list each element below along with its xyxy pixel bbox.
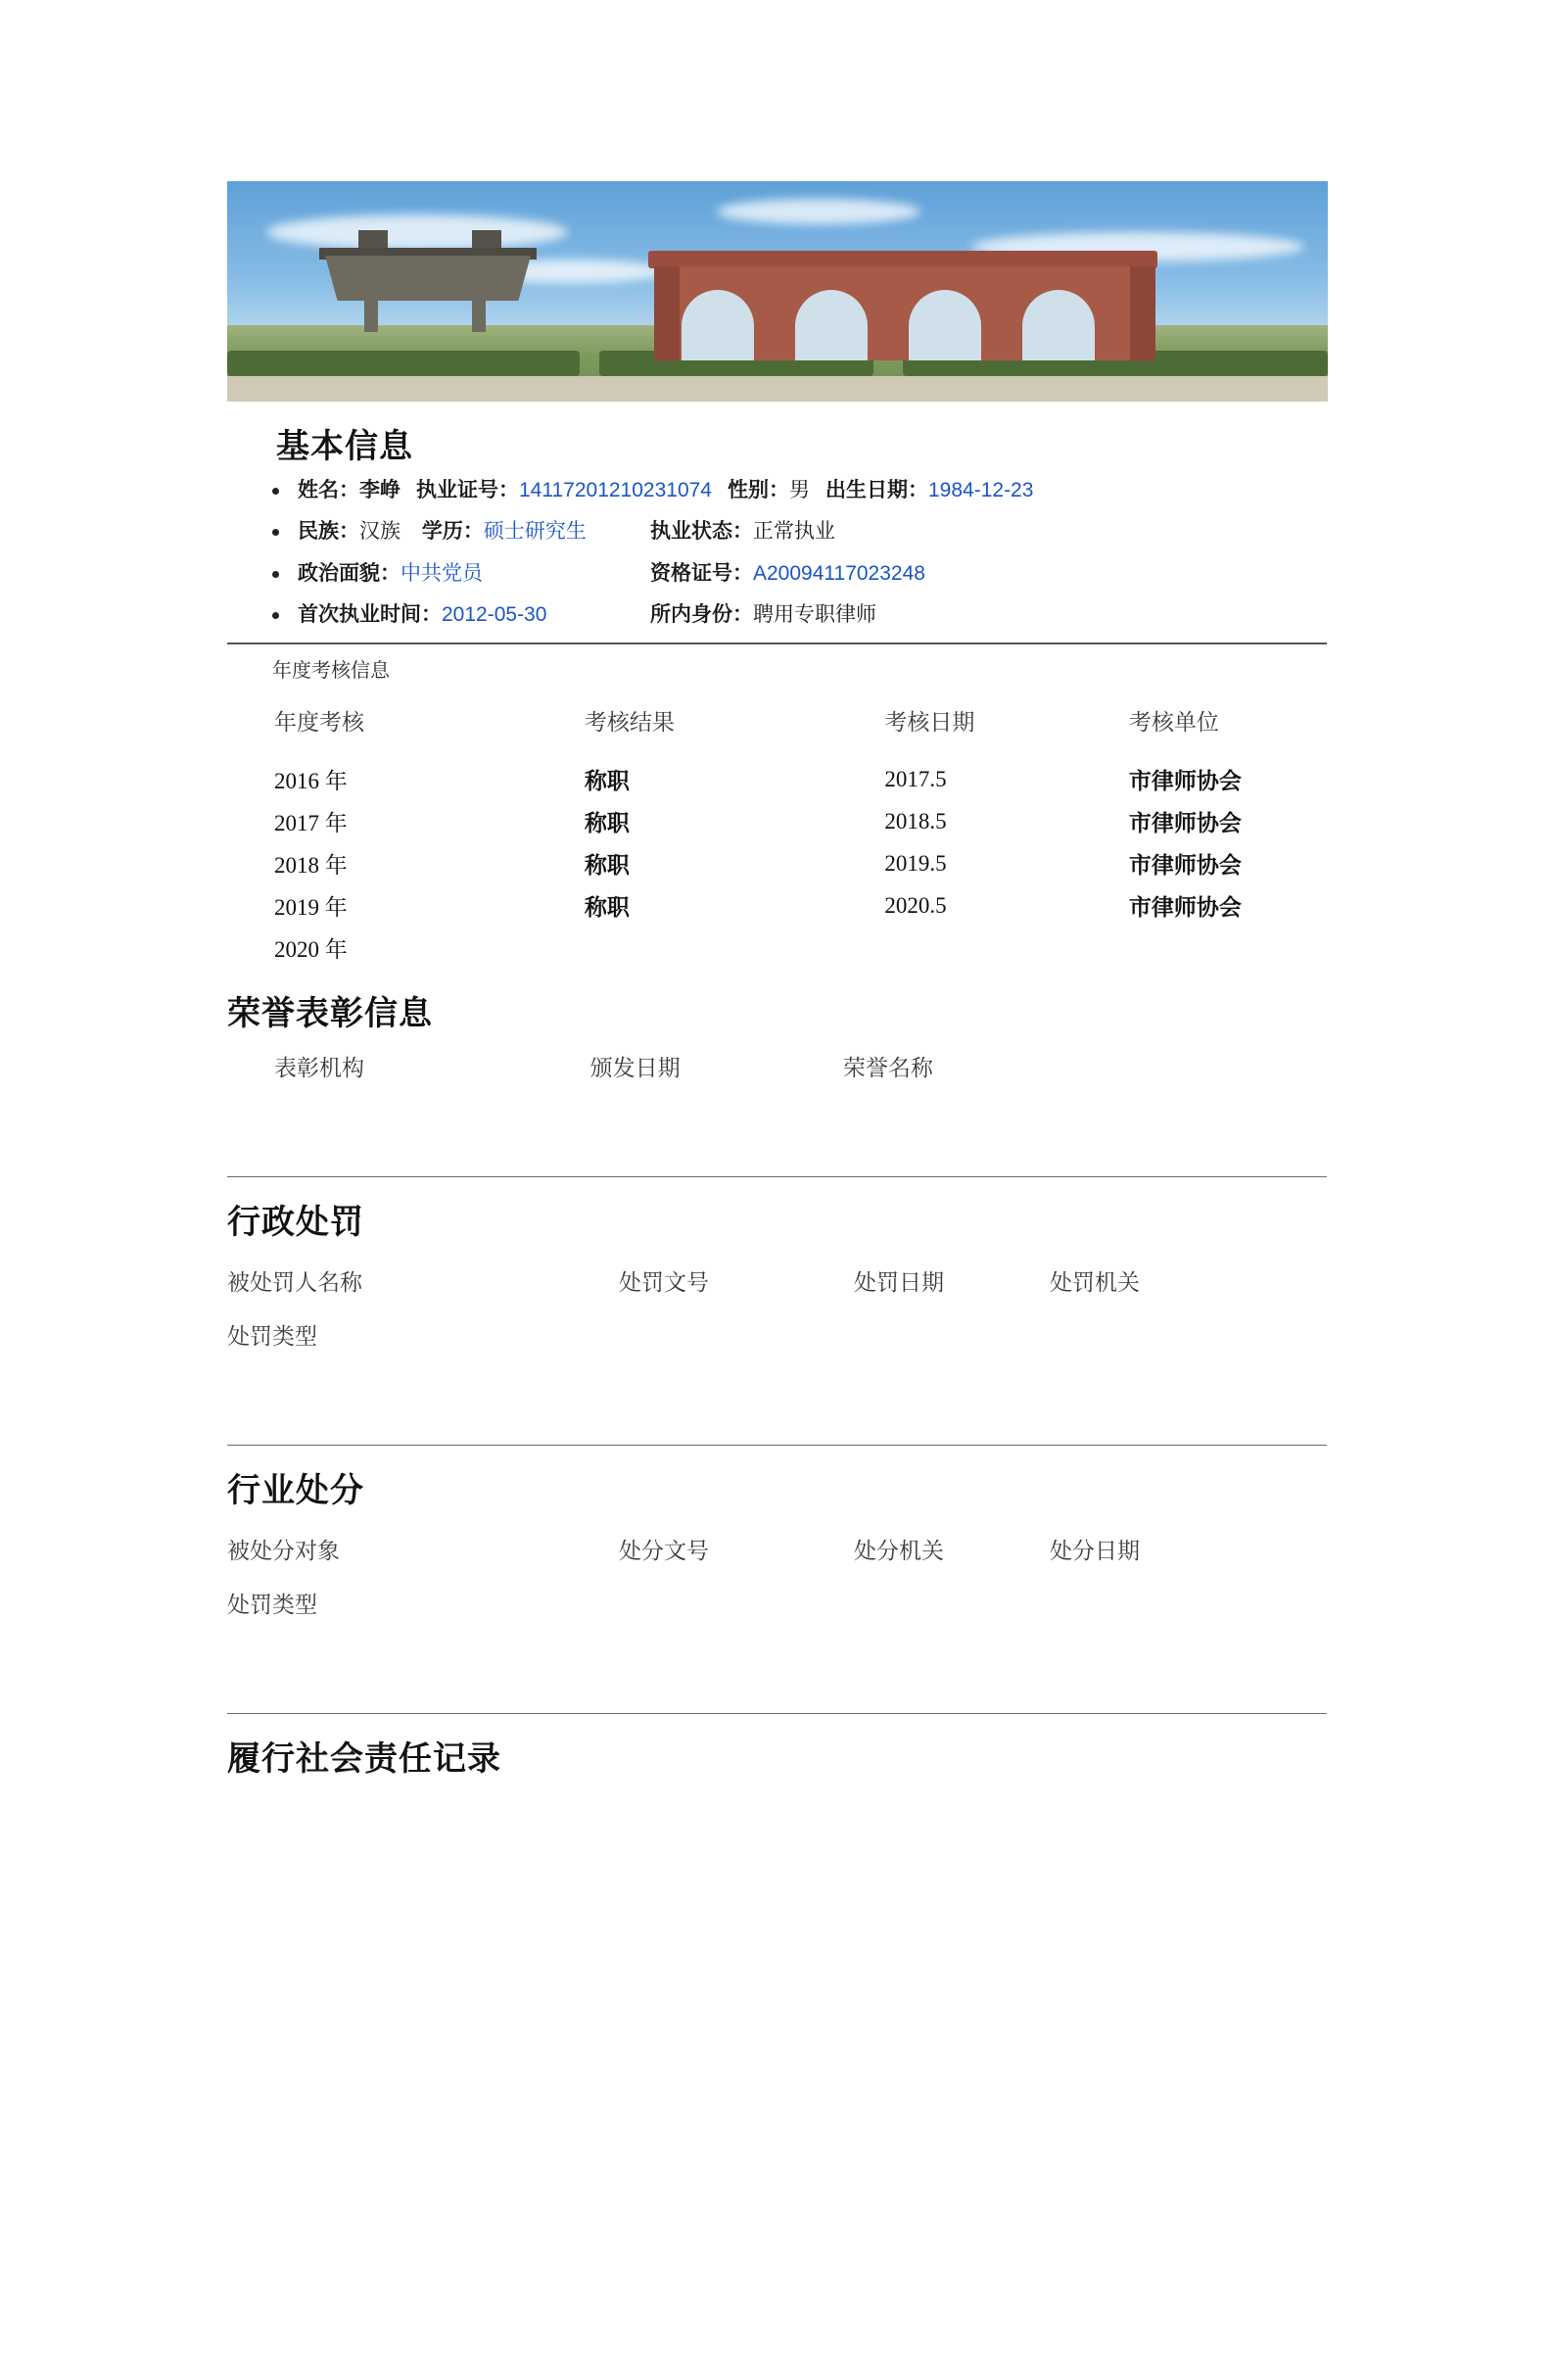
list-item: [239, 560, 1327, 587]
field-label: 首次执业时间：: [298, 602, 442, 626]
honors-table: [227, 1044, 1327, 1082]
table-header-row: [227, 1044, 1327, 1082]
cell-date: [865, 927, 1129, 969]
table-row: [227, 927, 1327, 969]
cell-year: 2017 年: [274, 811, 348, 836]
table-header-row-secondary: [227, 1587, 1327, 1619]
field-label: 政治面貌：: [298, 561, 400, 585]
industry-discipline-table: [227, 1533, 1327, 1619]
industry-discipline-empty-body: [227, 1619, 1327, 1705]
field-value: 李峥: [359, 479, 400, 501]
column-header: 处罚类型: [227, 1592, 317, 1618]
column-header: 处罚机关: [1050, 1269, 1140, 1296]
table-row: [227, 758, 1327, 800]
column-header: 考核单位: [1128, 709, 1219, 736]
field-value: 中共党员: [400, 561, 483, 585]
column-header: 颁发日期: [589, 1055, 681, 1081]
cell-unit: [1129, 927, 1327, 969]
table-header-row: [227, 1533, 1327, 1565]
column-header: 处罚文号: [619, 1269, 709, 1296]
cell-result: 称职: [584, 811, 630, 836]
section-title-basic-info: 基本信息: [276, 428, 413, 465]
cell-year: 2020 年: [274, 937, 348, 963]
cell-year: 2018 年: [274, 853, 348, 879]
field-value: 硕士研究生: [483, 520, 587, 544]
cell-result: [557, 927, 865, 969]
column-header: 处分文号: [619, 1538, 709, 1564]
admin-punishment-empty-body: [227, 1351, 1327, 1437]
table-row: [227, 884, 1327, 927]
column-header: 处分机关: [854, 1538, 944, 1564]
banner-road: [227, 376, 1328, 402]
list-item: [239, 601, 1327, 628]
table-header-row: [227, 698, 1327, 758]
section-title-honors: 荣誉表彰信息: [227, 995, 433, 1033]
field-value: 正常执业: [753, 520, 835, 544]
field-label: 执业证号：: [416, 479, 519, 501]
cell-result: 称职: [584, 895, 630, 921]
cell-result: 称职: [584, 853, 630, 879]
column-header: 年度考核: [274, 709, 364, 736]
section-title-social-responsibility: 履行社会责任记录: [227, 1740, 501, 1779]
column-header: 被处分对象: [227, 1538, 340, 1564]
field-value: 1984-12-23: [928, 479, 1034, 501]
admin-punishment-table: [227, 1264, 1327, 1351]
field-label: 民族：: [298, 520, 359, 544]
field-value: 14117201210231074: [519, 479, 712, 501]
field-label: 性别：: [728, 479, 789, 501]
field-value: 汉族: [359, 520, 400, 544]
social-responsibility-body: [227, 1789, 1327, 1876]
column-header: 荣誉名称: [842, 1055, 933, 1081]
honors-empty-body: [227, 1082, 1327, 1168]
divider: [227, 643, 1327, 644]
section-title-industry-discipline: 行业处分: [227, 1472, 364, 1510]
column-header: 处罚类型: [227, 1323, 317, 1350]
cell-unit: 市律师协会: [1128, 895, 1242, 921]
field-label: 学历：: [421, 520, 484, 544]
cell-date: 2018.5: [884, 808, 947, 833]
column-header: 考核结果: [584, 709, 675, 736]
field-label: 资格证号：: [650, 561, 753, 585]
annual-review-table: [227, 698, 1327, 969]
cell-unit: 市律师协会: [1128, 811, 1242, 836]
divider: [227, 1445, 1327, 1446]
banner-hedge: [227, 351, 580, 376]
field-value: A20094117023248: [753, 561, 925, 585]
cell-year: 2016 年: [274, 769, 348, 794]
list-item: [239, 477, 1327, 503]
column-header: 被处罚人名称: [227, 1269, 362, 1296]
section-title-annual-review: 年度考核信息: [272, 660, 390, 683]
document-content: [0, 419, 1554, 1876]
column-header: 考核日期: [884, 709, 975, 736]
table-row: [227, 842, 1327, 884]
basic-info-list: [227, 477, 1327, 628]
field-value: 聘用专职律师: [753, 602, 876, 626]
cell-date: 2019.5: [884, 850, 947, 876]
field-label: 执业状态：: [650, 520, 753, 544]
list-item: [239, 518, 1327, 545]
field-label: 出生日期：: [825, 479, 928, 501]
divider: [227, 1713, 1327, 1714]
field-label: 姓名：: [298, 479, 359, 501]
cell-date: 2020.5: [884, 892, 947, 918]
table-header-row-secondary: [227, 1318, 1327, 1351]
banner-cloud: [717, 199, 920, 224]
field-value: 男: [789, 479, 810, 501]
cell-unit: 市律师协会: [1128, 853, 1242, 879]
banner-archway: [648, 251, 1157, 360]
column-header: 处罚日期: [854, 1269, 944, 1296]
cell-unit: 市律师协会: [1128, 769, 1242, 794]
table-header-row: [227, 1264, 1327, 1297]
field-value: 2012-05-30: [442, 602, 547, 626]
cell-result: 称职: [584, 769, 630, 794]
field-label: 所内身份：: [650, 602, 753, 626]
header-banner-image: [227, 181, 1328, 402]
divider: [227, 1176, 1327, 1177]
table-row: [227, 800, 1327, 842]
section-title-admin-punishment: 行政处罚: [227, 1204, 364, 1242]
document-page: [0, 181, 1554, 2380]
cell-date: 2017.5: [884, 766, 947, 791]
column-header: 处分日期: [1050, 1538, 1140, 1564]
banner-museum-building: [325, 238, 531, 309]
column-header: 表彰机构: [274, 1055, 364, 1081]
cell-year: 2019 年: [274, 895, 348, 921]
